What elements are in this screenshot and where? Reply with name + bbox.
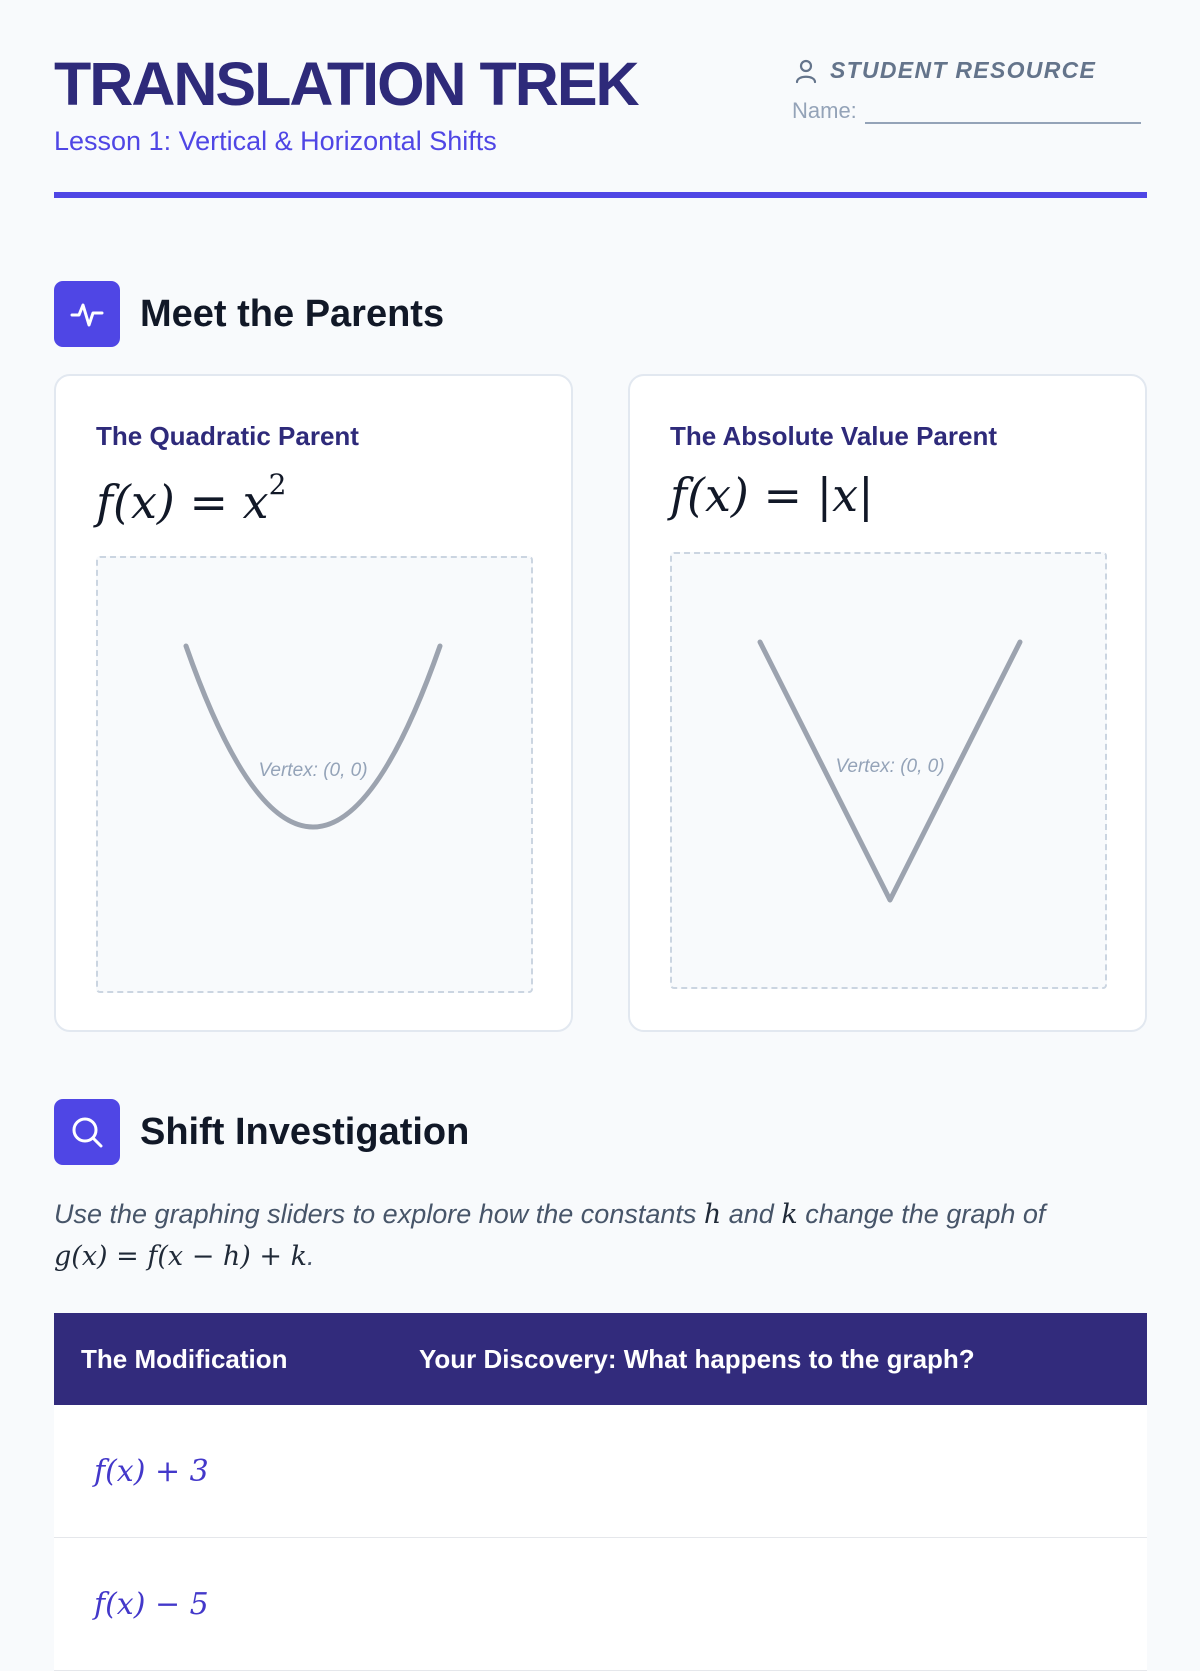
modification-cell: f(x) + 3 <box>94 1453 209 1489</box>
instructions-paragraph <box>54 1194 1147 1277</box>
intro-text: Use the graphing sliders to explore how the constants <box>54 1199 704 1229</box>
modification-cell: f(x) − 5 <box>94 1586 209 1622</box>
discovery-answer-cell[interactable] <box>419 1405 1147 1537</box>
name-blank-line[interactable] <box>865 104 1141 124</box>
math-h: h <box>703 1199 722 1230</box>
header-divider <box>54 192 1147 198</box>
search-icon <box>68 1113 106 1151</box>
absolute-value-formula: f(x) = |x| <box>670 468 874 522</box>
math-k: k <box>781 1199 798 1230</box>
table-row <box>54 1538 1147 1671</box>
quadratic-graph <box>96 556 533 993</box>
student-resource-label <box>794 57 1096 84</box>
card-title: The Absolute Value Parent <box>670 421 998 451</box>
worksheet-page <box>54 0 1147 1622</box>
name-field-row <box>792 98 1141 124</box>
transformation-expression: g(x) = f(x − h) + k <box>54 1240 307 1272</box>
card-title: The Quadratic Parent <box>96 421 359 451</box>
formula-base: f(x) = x <box>96 475 269 529</box>
header <box>54 0 1147 200</box>
section-header-parents <box>54 281 444 347</box>
intro-text: . <box>306 1240 315 1271</box>
absolute-value-parent-card <box>628 374 1147 1032</box>
resource-text: STUDENT RESOURCE <box>830 57 1097 83</box>
table-row <box>54 1405 1147 1538</box>
section-icon-box <box>54 1099 120 1165</box>
quadratic-parent-card <box>54 374 573 1032</box>
parabola-curve <box>186 646 440 827</box>
section-header-investigation <box>54 1099 469 1165</box>
vertex-label: Vertex: (0, 0) <box>835 756 945 777</box>
intro-text: change the graph of <box>797 1199 1046 1229</box>
quadratic-formula <box>96 468 286 529</box>
pulse-icon <box>68 295 106 333</box>
page-title: TRANSLATION TREK <box>54 50 638 118</box>
discovery-table <box>54 1313 1147 1633</box>
intro-text: and <box>721 1199 782 1229</box>
name-label: Name: <box>792 98 857 123</box>
absolute-value-graph <box>670 552 1107 989</box>
formula-exponent: 2 <box>268 468 287 501</box>
table-header <box>54 1313 1147 1405</box>
column-header-modification: The Modification <box>81 1343 288 1374</box>
section-title-investigation: Shift Investigation <box>140 1110 470 1153</box>
user-icon <box>794 58 818 84</box>
vertex-label: Vertex: (0, 0) <box>258 760 368 781</box>
lesson-subtitle: Lesson 1: Vertical & Horizontal Shifts <box>54 126 497 156</box>
column-header-discovery: Your Discovery: What happens to the graph? <box>419 1343 975 1374</box>
discovery-answer-cell[interactable] <box>419 1538 1147 1670</box>
section-title-parents: Meet the Parents <box>140 292 445 335</box>
section-icon-box <box>54 281 120 347</box>
